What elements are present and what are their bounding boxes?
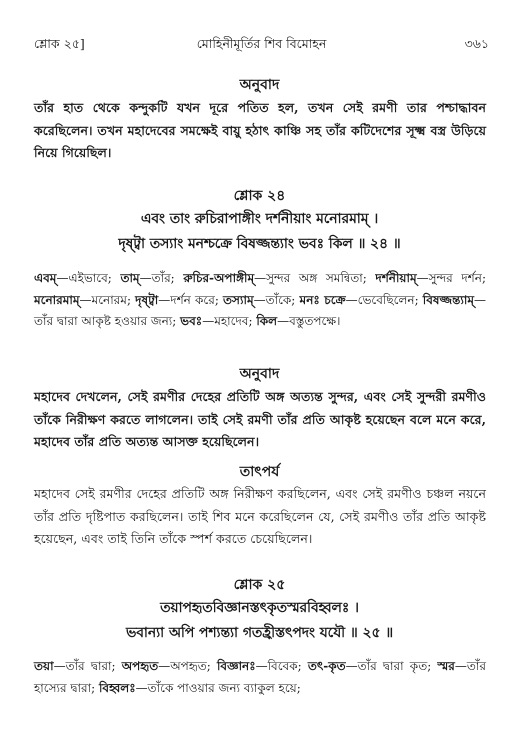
translation-heading-2: অনুবাদ xyxy=(239,366,280,382)
wfw-meaning: —দর্শন করে; xyxy=(158,292,224,307)
wfw-meaning: —ভেবেছিলেন; xyxy=(345,292,423,307)
purport-text: মহাদেব সেই রমণীর দেহের প্রতিটি অঙ্গ নিরীক্ষণ করছিলেন, এবং সেই রমণীও চঞ্চল নয়নে তাঁর প্রতি দৃষ্টিপাত করছিলেন। তাই শিব মনে করেছিলেন যে, সেই রমণীও তাঁর প্রতি আকৃষ্ট হয়েছেন, এবং তাই তিনি তাঁকে স্পর্শ করতে চেয়েছিলেন। xyxy=(34,486,486,546)
wfw-term: এবম্‌ xyxy=(34,271,57,285)
verse-25-heading: শ্লোক ২৫ xyxy=(233,577,286,593)
wfw-meaning: —বস্তুতপক্ষে। xyxy=(277,314,341,328)
header-verse-ref: শ্লোক ২৫] xyxy=(34,36,85,51)
wfw-term: অপহৃত xyxy=(121,659,159,673)
verse-24-line-2: দৃষ্ট্বা তস্যাং মনশ্চক্রে বিষজ্জন্ত্যাং ভবঃ কিল ॥ ২৪ ॥ xyxy=(118,236,401,252)
translation-text-1: তাঁর হাত থেকে কন্দুকটি যখন দূরে পতিত হল, তখন সেই রমণী তার পশ্চাদ্ধাবন করেছিলেন। তখন মহাদেবের সমক্ষেই বায়ু হঠাৎ কাঞ্চি সহ তাঁর কটিদেশের সূক্ষ্ম বস্ত্র উড়িয়ে নিয়ে গিয়েছিল। xyxy=(34,100,486,160)
wfw-meaning: —তাঁকে পাওয়ার জন্য ব্যাকুল হয়ে; xyxy=(135,680,301,695)
wfw-meaning: —তাঁর হাস্যের দ্বারা; xyxy=(34,659,486,695)
wfw-term: কিল xyxy=(256,314,278,328)
translation-heading-1: অনুবাদ xyxy=(239,77,280,93)
page-number: ৩৬১ xyxy=(464,36,489,51)
wfw-meaning: —মনোরম; xyxy=(79,292,136,307)
wfw-meaning: —বিবেক; xyxy=(255,659,308,673)
wfw-term: তস্যাম্‌ xyxy=(223,292,254,307)
word-for-word-25 xyxy=(34,656,486,699)
wfw-meaning: —তাঁর দ্বারা; xyxy=(53,659,122,673)
translation-text-2: মহাদেব দেখলেন, সেই রমণীর দেহের প্রতিটি অঙ্গ অত্যন্ত সুন্দর, এবং সেই সুন্দরী রমণীও তাঁকে নিরীক্ষণ করতে লাগলেন। তাই সেই রমণী তাঁর প্রতি আকৃষ্ট হয়েছেন বলে মনে করে, মহাদেব তাঁর প্রতি অত্যন্ত আসক্ত হয়েছিলেন। xyxy=(34,389,486,449)
wfw-term: দৃষ্ট্বা xyxy=(135,292,159,307)
wfw-meaning: —তাঁকে; xyxy=(253,292,300,307)
word-for-word-24 xyxy=(34,268,486,333)
wfw-term: রুচির-অপাঙ্গীম্‌ xyxy=(183,271,255,285)
wfw-term: বিষজ্জন্ত্যাম্‌ xyxy=(422,292,474,307)
verse-25-line-1: তয়াপহৃতবিজ্ঞানস্তৎকৃতস্মরবিহ্বলঃ । xyxy=(160,600,359,616)
page-header xyxy=(34,36,489,56)
purport-heading: তাৎপর্য xyxy=(239,464,280,480)
wfw-term: স্মর xyxy=(437,659,455,673)
wfw-term: তৎ-কৃত xyxy=(307,659,346,673)
verse-24-line-1: এবং তাং রুচিরাপাঙ্গীং দর্শনীয়াং মনোরমাম্‌ । xyxy=(140,211,379,227)
verse-25-line-2: ভবান্যা অপি পশ্যন্ত্যা গতহ্রীস্তৎপদং যযৌ ॥ ২৫ ॥ xyxy=(125,625,394,641)
wfw-term: তাম্‌ xyxy=(120,271,140,285)
verse-24-heading: শ্লোক ২৪ xyxy=(233,188,286,204)
wfw-meaning: —এইভাবে; xyxy=(56,271,121,285)
wfw-term: তয়া xyxy=(34,659,54,673)
wfw-meaning: —তাঁর দ্বারা কৃত; xyxy=(345,659,438,673)
wfw-term: মনঃ চক্রে xyxy=(299,292,346,307)
wfw-meaning: —তাঁর; xyxy=(139,271,184,285)
wfw-term: ভবঃ xyxy=(180,314,203,328)
wfw-meaning: —অপহৃত; xyxy=(158,659,217,673)
wfw-term: মনোরমাম্‌ xyxy=(34,292,80,307)
wfw-term: দর্শনীয়াম্‌ xyxy=(375,271,417,285)
wfw-meaning: —তাঁর দ্বারা আকৃষ্ট হওয়ার জন্য; xyxy=(34,292,486,328)
wfw-meaning: —সুন্দর দর্শন; xyxy=(416,271,486,285)
wfw-term: বিহ্বলঃ xyxy=(98,680,136,695)
wfw-meaning: —সুন্দর অঙ্গ সমন্বিতা; xyxy=(254,271,376,285)
header-chapter-title: মোহিনীমূর্তির শিব বিমোহন xyxy=(196,36,327,51)
wfw-term: বিজ্ঞানঃ xyxy=(216,659,256,673)
wfw-meaning: —মহাদেব; xyxy=(202,314,257,328)
